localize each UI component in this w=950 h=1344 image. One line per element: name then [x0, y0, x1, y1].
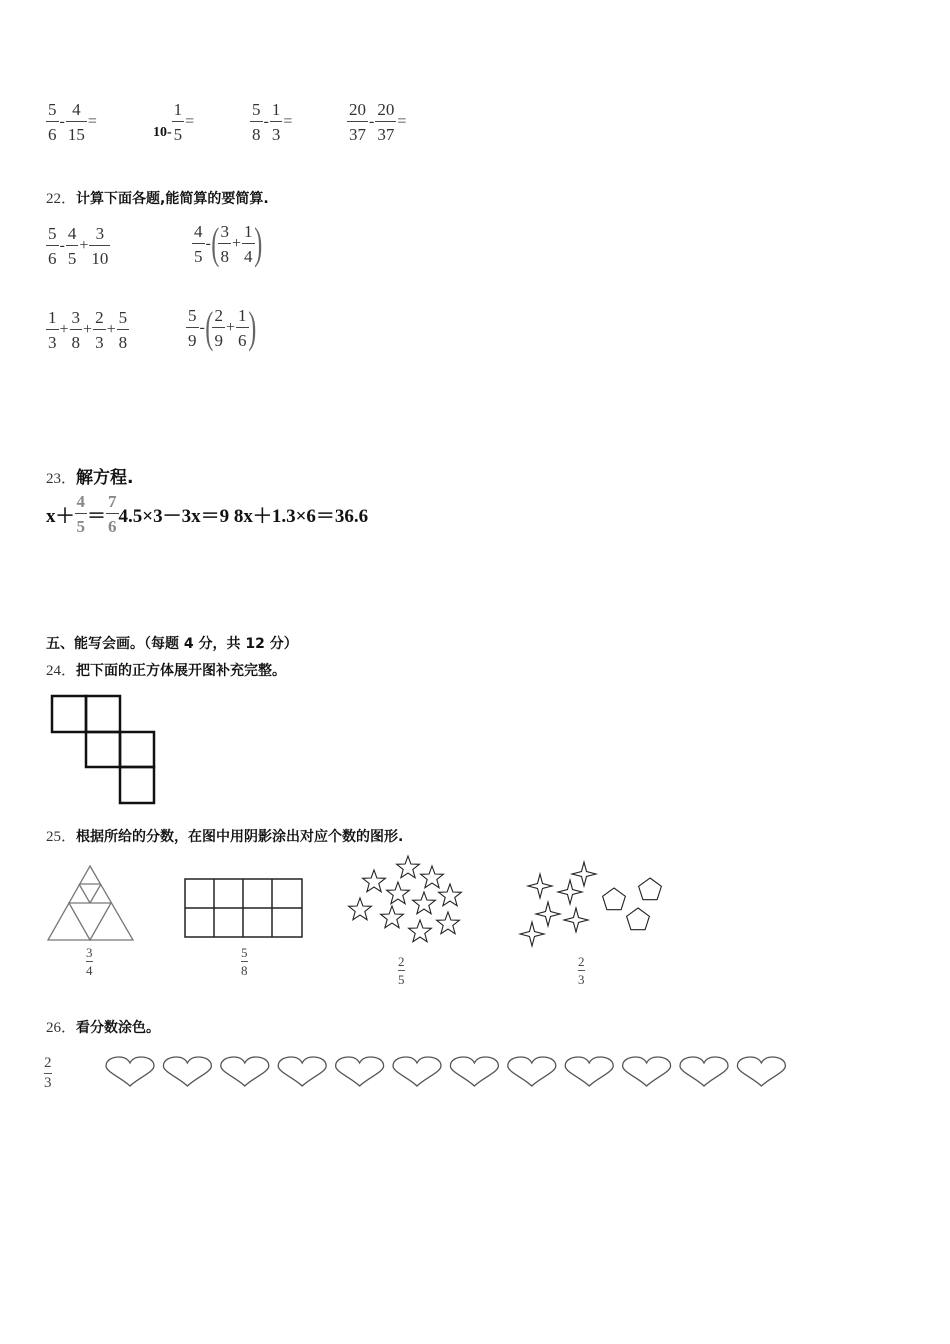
fraction: $\frac{4}{15}$ — [67, 100, 85, 144]
stars-figure — [344, 852, 468, 946]
star-shape — [387, 882, 410, 904]
heart-shape[interactable] — [278, 1057, 326, 1086]
hearts-row — [104, 1056, 794, 1090]
star-shape — [437, 912, 460, 934]
heart-shape[interactable] — [680, 1057, 728, 1086]
sparkle-shape — [520, 922, 544, 946]
question-26: 26．看分数涂色。 — [46, 1020, 161, 1036]
heart-shape[interactable] — [163, 1057, 211, 1086]
expr-row1-1: $\frac{5}{6}$ - $\frac{4}{15}$ = — [48, 100, 97, 144]
sparkle-shape — [564, 908, 588, 932]
question-24: 24．把下面的正方体展开图补充完整。 — [46, 663, 287, 679]
rectangle-grid-figure — [182, 876, 306, 940]
sparkle-shape — [536, 902, 560, 926]
heart-shape[interactable] — [450, 1057, 498, 1086]
fraction-5-8: $\frac{5}{8}$ — [241, 945, 248, 978]
fraction: $\frac{5}{6}$ — [48, 100, 57, 144]
fraction: $\frac{20}{37}$ — [377, 100, 395, 144]
heart-shape[interactable] — [508, 1057, 556, 1086]
fraction-2-3-hearts: $\frac{2}{3}$ — [44, 1055, 52, 1091]
q22-expr-4: $\frac{5}{9}$ - ( $\frac{2}{9}$ + $\frac{1}{6}$ ) — [188, 303, 256, 352]
heart-shape[interactable] — [336, 1057, 384, 1086]
sparkle-shape — [528, 874, 552, 898]
heart-shape[interactable] — [737, 1057, 785, 1086]
fraction-3-4: $\frac{3}{4}$ — [86, 945, 93, 978]
sparkle-shape — [558, 880, 582, 904]
heart-shape[interactable] — [565, 1057, 613, 1086]
fraction: $\frac{20}{37}$ — [349, 100, 366, 144]
sparkle-shape — [572, 862, 596, 886]
star-shape — [439, 884, 462, 906]
fraction-2-5: $\frac{2}{5}$ — [398, 954, 405, 987]
heart-shape[interactable] — [393, 1057, 441, 1086]
equations-23: x＋ $\frac{4}{5}$ ＝ $\frac{7}{6}$ 4.5×3－3x＝9 8x＋1.3×6＝36.6 — [46, 492, 369, 536]
star-shape — [381, 906, 404, 928]
pentagon-shape — [627, 908, 650, 930]
expr-row1-2: 10- $\frac{1}{5}$ = — [153, 100, 195, 144]
q22-expr-1: $\frac{5}{6}$ - $\frac{4}{5}$ + $\frac{3}{10}$ — [48, 224, 109, 268]
q22-expr-2: $\frac{4}{5}$ - ( $\frac{3}{8}$ + $\frac{1}{4}$ ) — [194, 219, 262, 268]
triangle-figure — [46, 862, 138, 944]
heart-shape[interactable] — [623, 1057, 671, 1086]
star-shape — [363, 870, 386, 892]
question-23: 23．解方程. — [46, 468, 134, 488]
star-shape — [397, 856, 420, 878]
star-shape — [349, 898, 372, 920]
fraction: $\frac{1}{3}$ — [271, 100, 281, 144]
sparkles-pentagons-figure — [518, 858, 668, 950]
question-22: 22．计算下面各题,能简算的要简算. — [46, 191, 269, 207]
question-25: 25．根据所给的分数，在图中用阴影涂出对应个数的图形. — [46, 829, 404, 845]
pentagon-shape — [603, 888, 626, 910]
star-shape — [421, 866, 444, 888]
fraction: $\frac{5}{8}$ — [252, 100, 261, 144]
heart-shape[interactable] — [221, 1057, 269, 1086]
fraction-2-3: $\frac{2}{3}$ — [578, 954, 585, 987]
expr-row1-4: $\frac{20}{37}$ - $\frac{20}{37}$ = — [349, 100, 407, 144]
q22-expr-3: $\frac{1}{3}$ + $\frac{3}{8}$ + $\frac{2}{3}$ + $\frac{5}{8}$ — [48, 308, 128, 352]
expr-row1-3: $\frac{5}{8}$ - $\frac{1}{3}$ = — [252, 100, 293, 144]
pentagon-shape — [639, 878, 662, 900]
cube-net-figure — [46, 690, 162, 808]
star-shape — [409, 920, 432, 942]
fraction: $\frac{1}{5}$ — [173, 100, 183, 144]
section-5-title: 五、能写会画。（每题 4 分，共 12 分） — [46, 636, 298, 652]
heart-shape[interactable] — [106, 1057, 154, 1086]
star-shape — [413, 892, 436, 914]
